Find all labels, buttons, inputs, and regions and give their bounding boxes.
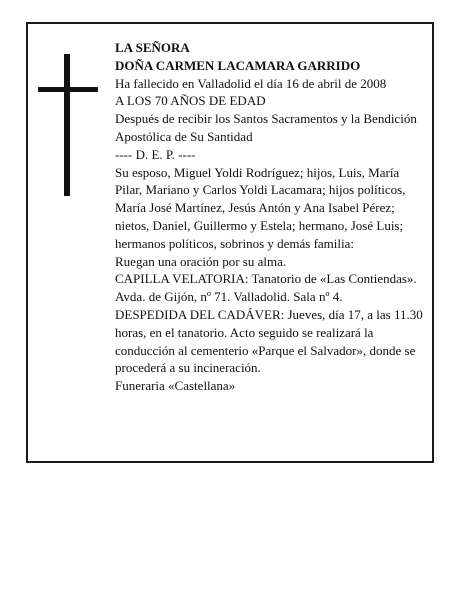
farewell-text: DESPEDIDA DEL CADÁVER: Jueves, día 17, a las 11.30 horas, en el tanatorio. Acto seguido se realizará la conducción al cementerio «Parque el Salvador», donde se procederá a su incineración. (115, 306, 423, 376)
dep-line: ---- D. E. P. ---- (115, 146, 196, 162)
funeral-home-line: Funeraria «Castellana» (115, 378, 236, 394)
deceased-name: DOÑA CARMEN LACAMARA GARRIDO (115, 57, 361, 73)
family-text: Su esposo, Miguel Yoldi Rodríguez; hijos, Luis, María Pilar, Mariano y Carlos Yoldi Lacamara; hijos políticos, María José Martínez, Jesús Antón y Ana Isabel Pérez; nietos, Daniel, Guillermo y Estela; hermano, José Luis; hermanos políticos, sobrinos y demás familia: (115, 164, 406, 251)
cross-horizontal-bar (38, 87, 98, 92)
death-date-line: Ha fallecido en Valladolid el día 16 de abril de 2008 (115, 75, 387, 91)
cross-icon (38, 54, 98, 196)
heading-title: LA SEÑORA (115, 40, 190, 55)
chapel-text: CAPILLA VELATORIA: Tanatorio de «Las Contiendas». Avda. de Gijón, nº 71. Valladolid. Sala nº 4. (115, 271, 417, 305)
obituary-text (115, 39, 427, 395)
cross-vertical-bar (64, 54, 70, 196)
prayer-line: Ruegan una oración por su alma. (115, 253, 287, 269)
age-line: A LOS 70 AÑOS DE EDAD (115, 93, 266, 109)
sacraments-text: Después de recibir los Santos Sacramentos y la Bendición Apostólica de Su Santidad (115, 111, 417, 144)
